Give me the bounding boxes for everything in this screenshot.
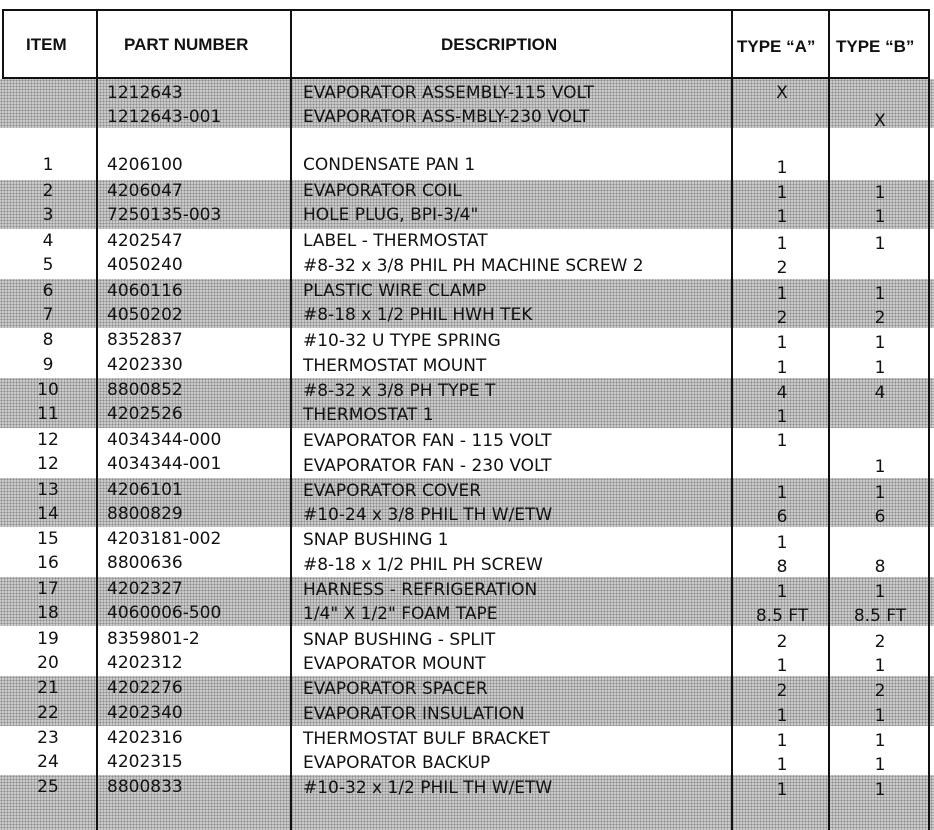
header-description: DESCRIPTION: [441, 35, 558, 54]
part-number: 4202340: [107, 703, 183, 723]
header-type-a: TYPE “A”: [737, 37, 816, 56]
description: #8-32 x 3/8 PH TYPE T: [303, 381, 496, 401]
description: EVAPORATOR MOUNT: [303, 654, 486, 674]
part-number: 8800636: [107, 553, 183, 573]
type-a-qty: 1: [776, 234, 788, 254]
description: THERMOSTAT MOUNT: [303, 356, 487, 376]
type-a-qty: 1: [776, 358, 788, 378]
part-number: 4060006-500: [107, 603, 222, 623]
part-number: 4203181-002: [107, 529, 222, 549]
item-number: 24: [37, 752, 59, 772]
part-number: 4202315: [107, 752, 183, 772]
item-number: 9: [42, 355, 54, 375]
description: EVAPORATOR SPACER: [303, 679, 488, 699]
part-number: 8800833: [107, 777, 183, 797]
item-number: 22: [37, 703, 59, 723]
description: 1/4" X 1/2" FOAM TAPE: [303, 604, 498, 624]
type-b-qty: 1: [874, 755, 886, 775]
item-number: 7: [42, 305, 54, 325]
col-divider-desc: [731, 9, 733, 830]
type-a-qty: 1: [776, 483, 788, 503]
description: EVAPORATOR COIL: [303, 181, 462, 201]
type-b-qty: 1: [874, 780, 886, 800]
description: HOLE PLUG, BPI-3/4": [303, 205, 479, 225]
item-number: 15: [37, 529, 59, 549]
description: #8-18 x 1/2 PHIL PH SCREW: [303, 555, 543, 575]
type-b-qty: 8: [874, 557, 886, 577]
part-number: 4206100: [107, 155, 183, 175]
type-a-qty: 1: [776, 431, 788, 451]
item-number: 4: [42, 231, 54, 251]
type-a-qty: 6: [776, 507, 788, 527]
item-number: 19: [37, 629, 59, 649]
type-b-qty: 1: [874, 358, 886, 378]
description: #8-32 x 3/8 PHIL PH MACHINE SCREW 2: [303, 256, 644, 276]
part-number: 4202327: [107, 579, 183, 599]
type-a-qty: 2: [776, 681, 788, 701]
type-b-qty: 1: [874, 234, 886, 254]
item-number: 1: [42, 155, 54, 175]
type-a-qty: 8: [776, 557, 788, 577]
type-a-qty: 1: [776, 780, 788, 800]
item-number: 21: [37, 678, 59, 698]
part-number: 4202276: [107, 678, 183, 698]
item-number: 14: [37, 504, 59, 524]
description: EVAPORATOR BACKUP: [303, 753, 491, 773]
type-b-qty: 8.5 FT: [853, 606, 907, 626]
part-number: 8359801-2: [107, 629, 200, 649]
item-number: 12: [37, 454, 59, 474]
col-divider-item: [96, 9, 98, 830]
type-b-qty: 1: [874, 207, 886, 227]
type-a-qty: 1: [776, 656, 788, 676]
part-number: 7250135-003: [107, 205, 222, 225]
description: EVAPORATOR INSULATION: [303, 704, 525, 724]
part-number: 4034344-000: [107, 430, 222, 450]
type-a-qty: 1: [776, 731, 788, 751]
description: EVAPORATOR ASSEMBLY-115 VOLT: [303, 83, 595, 103]
item-number: 5: [42, 255, 54, 275]
description: EVAPORATOR FAN - 115 VOLT: [303, 431, 552, 451]
header-part-number: PART NUMBER: [124, 35, 249, 54]
table-right-rule: [928, 9, 930, 830]
part-number: 4034344-001: [107, 454, 222, 474]
item-number: 13: [37, 480, 59, 500]
item-number: 20: [37, 653, 59, 673]
type-b-qty: 1: [874, 483, 886, 503]
type-b-qty: 1: [874, 706, 886, 726]
type-a-qty: 2: [776, 258, 788, 278]
type-b-qty: 1: [874, 183, 886, 203]
type-a-qty: 1: [776, 183, 788, 203]
type-b-qty: 1: [874, 582, 886, 602]
type-b-qty: 1: [874, 457, 886, 477]
type-b-qty: 1: [874, 656, 886, 676]
description: HARNESS - REFRIGERATION: [303, 580, 538, 600]
item-number: 10: [37, 380, 59, 400]
description: LABEL - THERMOSTAT: [303, 231, 488, 251]
part-number: 1212643: [107, 83, 183, 103]
type-a-qty: 1: [776, 706, 788, 726]
item-number: 6: [42, 281, 54, 301]
header-type-b: TYPE “B”: [836, 37, 915, 56]
type-a-qty: 1: [776, 207, 788, 227]
item-number: 16: [37, 553, 59, 573]
part-number: 4206101: [107, 480, 183, 500]
description: CONDENSATE PAN 1: [303, 155, 476, 175]
description: SNAP BUSHING - SPLIT: [303, 630, 496, 650]
type-a-qty: 1: [776, 755, 788, 775]
table-left-rule: [2, 9, 4, 79]
part-number: 4202316: [107, 728, 183, 748]
item-number: 8: [42, 330, 54, 350]
description: EVAPORATOR COVER: [303, 481, 482, 501]
type-b-qty: 6: [874, 507, 886, 527]
type-b-qty: X: [874, 111, 886, 131]
part-number: 4060116: [107, 281, 183, 301]
col-divider-type-a: [828, 9, 830, 830]
type-a-qty: 1: [776, 158, 788, 178]
description: #10-32 U TYPE SPRING: [303, 331, 501, 351]
part-number: 4202330: [107, 355, 183, 375]
part-number: 8800852: [107, 380, 183, 400]
item-number: 12: [37, 430, 59, 450]
description: #10-24 x 3/8 PHIL TH W/ETW: [303, 505, 553, 525]
header-bottom-rule: [2, 77, 930, 79]
col-divider-part: [290, 9, 292, 830]
header-item: ITEM: [26, 35, 67, 54]
type-a-qty: 8.5 FT: [755, 606, 809, 626]
type-b-qty: 2: [874, 632, 886, 652]
description: THERMOSTAT 1: [303, 405, 434, 425]
type-b-qty: 1: [874, 333, 886, 353]
description: PLASTIC WIRE CLAMP: [303, 281, 487, 301]
type-a-qty: 1: [776, 284, 788, 304]
part-number: 8352837: [107, 330, 183, 350]
part-number: 4050202: [107, 305, 183, 325]
type-b-qty: 2: [874, 681, 886, 701]
type-a-qty: 1: [776, 333, 788, 353]
description: #8-18 x 1/2 PHIL HWH TEK: [303, 305, 533, 325]
description: #10-32 x 1/2 PHIL TH W/ETW: [303, 778, 553, 798]
type-a-qty: 1: [776, 582, 788, 602]
part-number: 1212643-001: [107, 107, 222, 127]
item-number: 25: [37, 777, 59, 797]
type-a-qty: 2: [776, 632, 788, 652]
type-a-qty: 2: [776, 308, 788, 328]
description: EVAPORATOR ASS-MBLY-230 VOLT: [303, 107, 590, 127]
type-a-qty: 1: [776, 407, 788, 427]
table-top-rule: [2, 9, 930, 11]
type-a-qty: X: [776, 83, 788, 103]
part-number: 4050240: [107, 255, 183, 275]
part-number: 4202526: [107, 404, 183, 424]
type-a-qty: 1: [776, 533, 788, 553]
part-number: 4202547: [107, 231, 183, 251]
item-number: 18: [37, 603, 59, 623]
item-number: 23: [37, 728, 59, 748]
item-number: 17: [37, 579, 59, 599]
item-number: 11: [37, 404, 59, 424]
description: EVAPORATOR FAN - 230 VOLT: [303, 456, 552, 476]
part-number: 4202312: [107, 653, 183, 673]
type-a-qty: 4: [776, 383, 788, 403]
part-number: 8800829: [107, 504, 183, 524]
type-b-qty: 4: [874, 383, 886, 403]
item-number: 2: [42, 181, 54, 201]
type-b-qty: 1: [874, 731, 886, 751]
description: THERMOSTAT BULF BRACKET: [303, 729, 550, 749]
item-number: 3: [42, 205, 54, 225]
description: SNAP BUSHING 1: [303, 530, 449, 550]
type-b-qty: 1: [874, 284, 886, 304]
part-number: 4206047: [107, 181, 183, 201]
type-b-qty: 2: [874, 308, 886, 328]
